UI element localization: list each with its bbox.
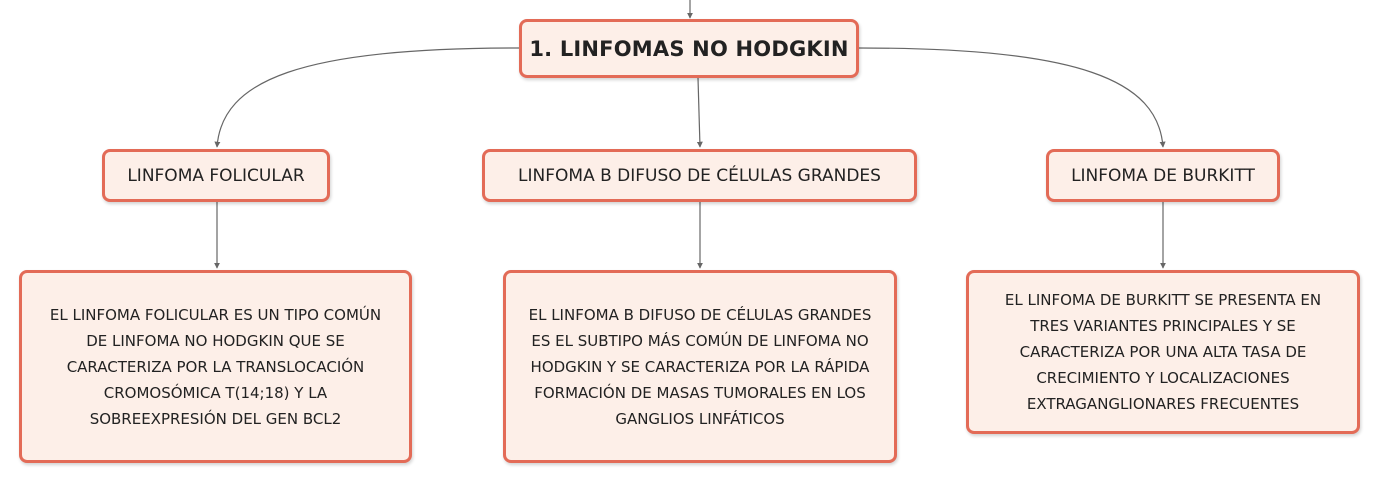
subtopic-label: LINFOMA B DIFUSO DE CÉLULAS GRANDES (518, 165, 881, 186)
subtopic-linfoma-folicular[interactable] (102, 149, 330, 202)
detail-line: DE LINFOMA NO HODGKIN QUE SE (86, 331, 345, 350)
detail-line: EL LINFOMA DE BURKITT SE PRESENTA EN (1004, 291, 1322, 309)
subtopic-label: LINFOMA FOLICULAR (127, 165, 305, 186)
detail-linfoma-folicular[interactable] (19, 270, 412, 463)
root-topic-label: 1. LINFOMAS NO HODGKIN (529, 36, 849, 61)
detail-linfoma-burkitt[interactable] (966, 270, 1360, 434)
subtopic-label: LINFOMA DE BURKITT (1071, 165, 1255, 186)
detail-line: GANGLIOS LINFÁTICOS (615, 409, 785, 428)
detail-line: FORMACIÓN DE MASAS TUMORALES EN LOS (534, 383, 866, 402)
detail-line: ES EL SUBTIPO MÁS COMÚN DE LINFOMA NO (531, 331, 869, 350)
detail-line: CARACTERIZA POR UNA ALTA TASA DE (1019, 343, 1307, 361)
detail-line: EL LINFOMA FOLICULAR ES UN TIPO COMÚN (49, 305, 382, 324)
detail-text (1005, 287, 1321, 417)
root-topic[interactable] (519, 19, 859, 78)
connector-root-to-folicular (217, 48, 519, 147)
subtopic-linfoma-burkitt[interactable] (1046, 149, 1280, 202)
detail-line: SOBREEXPRESIÓN DEL GEN BCL2 (89, 409, 342, 428)
detail-linfoma-b-difuso[interactable] (503, 270, 897, 463)
detail-line: EXTRAGANGLIONARES FRECUENTES (1026, 395, 1300, 413)
detail-line: TRES VARIANTES PRINCIPALES Y SE (1030, 317, 1296, 335)
detail-line: EL LINFOMA B DIFUSO DE CÉLULAS GRANDES (528, 305, 872, 324)
detail-text (50, 302, 381, 432)
subtopic-linfoma-b-difuso[interactable] (482, 149, 917, 202)
detail-line: CROMOSÓMICA T(14;18) Y LA (103, 383, 328, 402)
detail-line: HODGKIN Y SE CARACTERIZA POR LA RÁPIDA (530, 357, 870, 376)
detail-line: CARACTERIZA POR LA TRANSLOCACIÓN (66, 357, 365, 376)
connector-root-to-burkitt (859, 48, 1163, 147)
detail-text (529, 302, 872, 432)
detail-line: CRECIMIENTO Y LOCALIZACIONES (1036, 369, 1290, 387)
connector-root-to-difuso (698, 78, 700, 147)
